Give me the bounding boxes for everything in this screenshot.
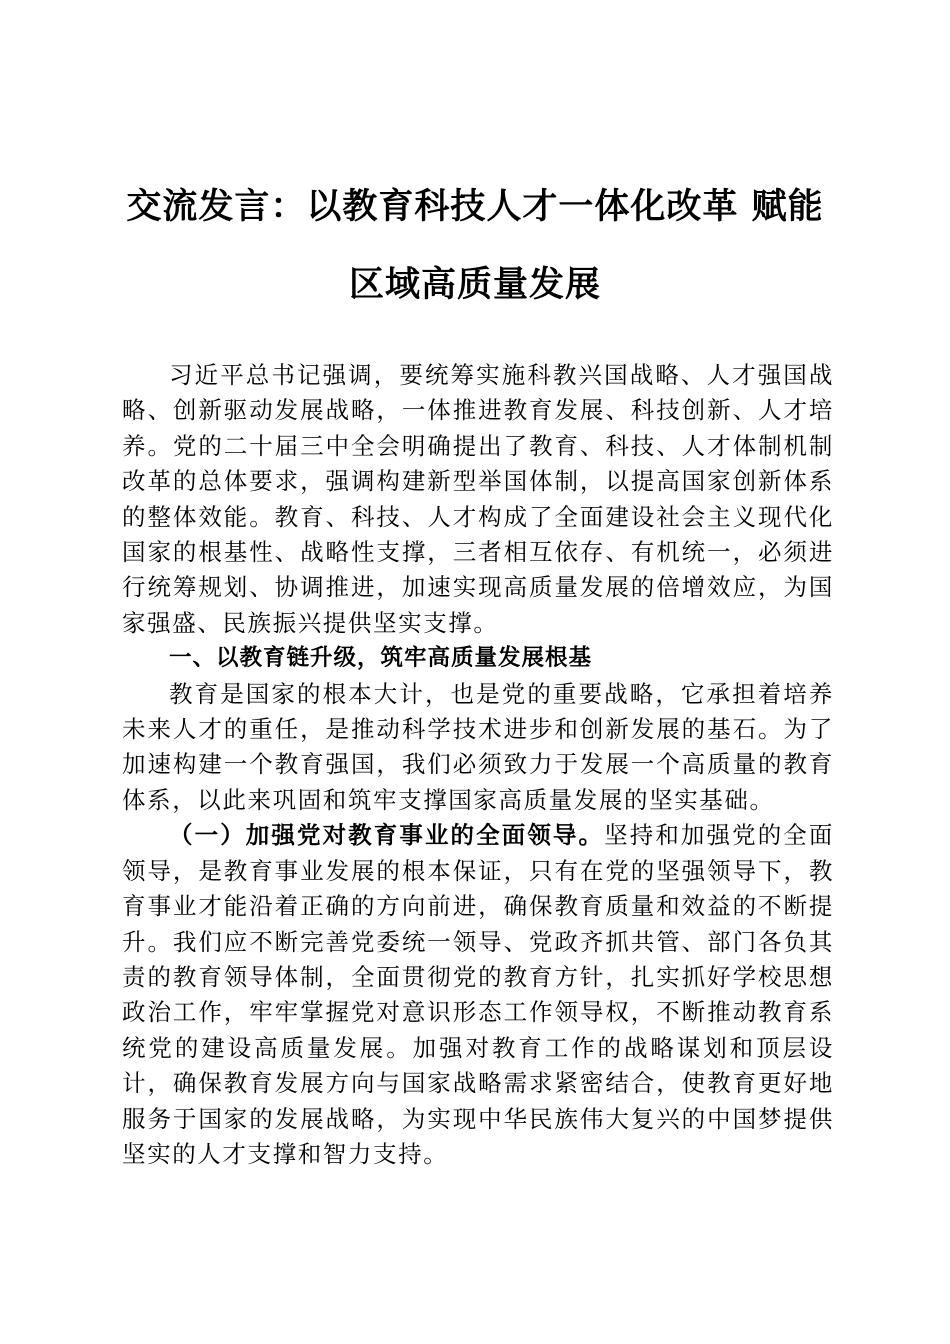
title-line-1: 交流发言：以教育科技人才一体化改革 赋能 (126, 187, 824, 227)
title-line-2: 区域高质量发展 (348, 265, 601, 305)
subsection-1-paragraph (122, 818, 834, 1172)
subsection-1-text: 坚持和加强党的全面领导，是教育事业发展的根本保证，只有在党的坚强领导下，教育事业才能沿着正确的方向前进，确保教育质量和效益的不断提升。我们应不断完善党委统一领导、党政齐抓共管、部门各负其责的教育领导体制，全面贯彻党的教育方针，扎实抓好学校思想政治工作，牢牢掌握党对意识形态工作领导权，不断推动教育系统党的建设高质量发展。加强对教育工作的战略谋划和顶层设计，确保教育发展方向与国家战略需求紧密结合，使教育更好地服务于国家的发展战略，为实现中华民族伟大复兴的中国梦提供坚实的人才支撑和智力支持。 (122, 821, 834, 1168)
intro-paragraph: 习近平总书记强调，要统筹实施科教兴国战略、人才强国战略、创新驱动发展战略，一体推进教育发展、科技创新、人才培养。党的二十届三中全会明确提出了教育、科技、人才体制机制改革的总体要求，强调构建新型举国体制，以提高国家创新体系的整体效能。教育、科技、人才构成了全面建设社会主义现代化国家的根基性、战略性支撑，三者相互依存、有机统一，必须进行统筹规划、协调推进，加速实现高质量发展的倍增效应，为国家强盛、民族振兴提供坚实支撑。 (122, 361, 834, 637)
section-heading-1: 一、以教育链升级，筑牢高质量发展根基 (169, 645, 593, 672)
section-1-paragraph: 教育是国家的根本大计，也是党的重要战略，它承担着培养未来人才的重任，是推动科学技术进步和创新发展的基石。为了加速构建一个教育强国，我们必须致力于发展一个高质量的教育体系，以此来巩固和筑牢支撑国家高质量发展的坚实基础。 (122, 679, 834, 814)
document-body (122, 358, 834, 1172)
subsection-1-heading: （一）加强党对教育事业的全面领导。 (169, 821, 605, 850)
document-title (100, 168, 850, 324)
